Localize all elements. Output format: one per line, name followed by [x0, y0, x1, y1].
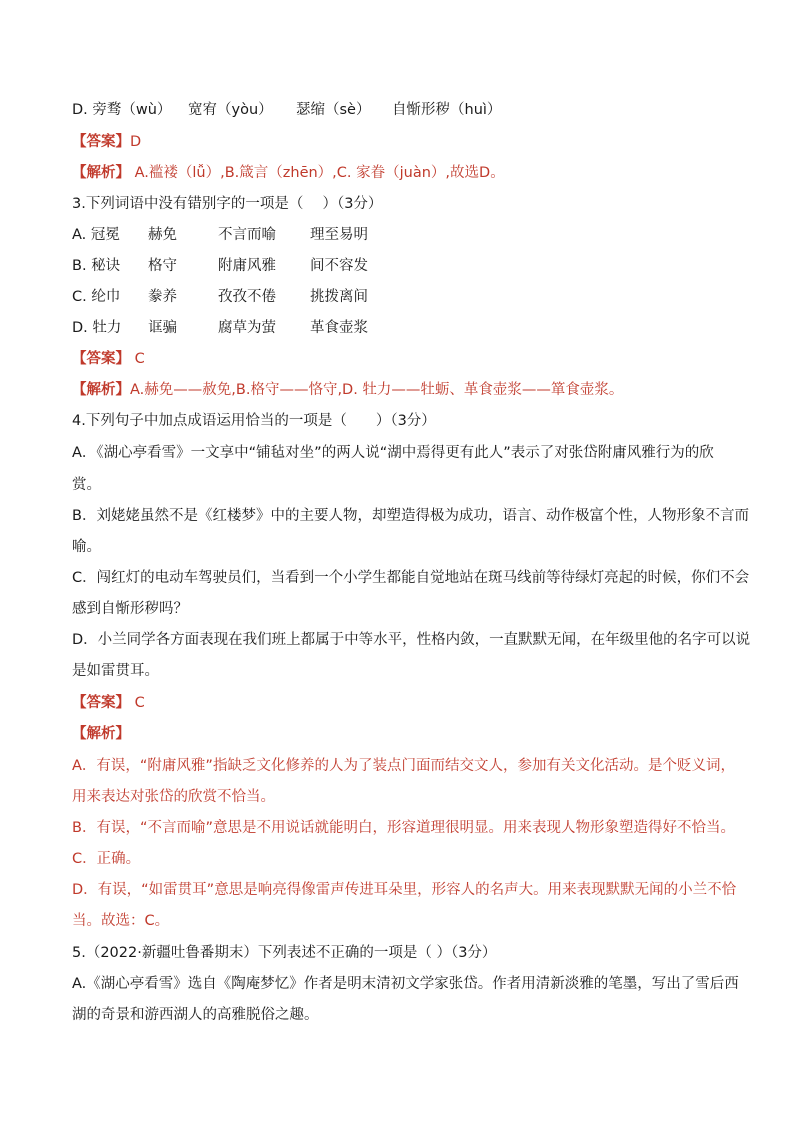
q4-analysis-a-line1: A．有误，“附庸风雅”指缺乏文化修养的人为了装点门面而结交文人，参加有关文化活动。是个贬义词，: [72, 758, 735, 774]
q4-option-c-line1: C．闯红灯的电动车驾驶员们，当看到一个小学生都能自觉地站在斑马线前等待绿灯亮起的时候，你们不会: [72, 570, 750, 586]
q3-option-b-label: B. 秘诀: [72, 258, 121, 274]
q4-analysis-d-line1: D．有误，“如雷贯耳”意思是响亮得像雷声传进耳朵里，形容人的名声大。用来表现默默无闻的小兰不恰: [72, 882, 737, 898]
answer-tag: 【答案】: [72, 134, 130, 150]
q4-option-b-line2: 喻。: [72, 539, 101, 555]
q4-analysis-b: B．有误，“不言而喻”意思是不用说话就能明白，形容道理很明显。用来表现人物形象塑造得好不恰当。: [72, 820, 735, 836]
q3-option-a-word4: 理至易明: [310, 227, 368, 243]
q3-option-c-word3: 孜孜不倦: [218, 289, 276, 305]
q4-option-a-line1: A．《湖心亭看雪》一文享中“铺毡对坐”的两人说“湖中焉得更有此人”表示了对张岱附庸风雅行为的欣: [72, 445, 714, 461]
answer-tag: 【答案】: [72, 351, 130, 367]
q3-option-d-word4: 革食壶浆: [310, 320, 368, 336]
q2-option-d-word4: 自惭形秽（huì）: [392, 102, 502, 118]
q3-stem: 3.下列词语中没有错别字的一项是（ ）（3分）: [72, 196, 383, 212]
q3-analysis-line: [72, 380, 623, 400]
analysis-text: A.赫免——赦免,B.格守——恪守,D. 牡力——牡蛎、革食壶浆——箪食壶浆。: [130, 382, 624, 398]
q4-analysis-a-line2: 用来表达对张岱的欣赏不恰当。: [72, 789, 275, 805]
q3-option-b-word3: 附庸风雅: [218, 258, 276, 274]
q4-analysis-c: C．正确。: [72, 851, 141, 867]
answer-value: C: [130, 351, 145, 367]
analysis-text: A.褴褛（lǚ）,B.箴言（zhēn）,C. 家眷（juàn）,故选D。: [130, 165, 505, 181]
q3-option-b-word2: 格守: [148, 258, 177, 274]
q3-option-b-word4: 间不容发: [310, 258, 368, 274]
q3-option-a-word3: 不言而喻: [218, 227, 276, 243]
analysis-tag: 【解析】: [72, 382, 130, 398]
answer-value: C: [130, 695, 145, 711]
q3-option-d-word2: 诓骗: [148, 320, 177, 336]
analysis-tag: 【解析】: [72, 165, 130, 181]
q3-option-d-word3: 腐草为萤: [218, 320, 276, 336]
q4-analysis-line: [72, 724, 130, 744]
q3-option-a-label: A. 冠冕: [72, 227, 120, 243]
q3-option-a-word2: 赫免: [148, 227, 177, 243]
q4-option-d-line1: D．小兰同学各方面表现在我们班上都属于中等水平，性格内敛，一直默默无闻，在年级里他的名字可以说: [72, 632, 751, 648]
answer-tag: 【答案】: [72, 695, 130, 711]
q2-option-d-word2: 宽宥（yòu）: [188, 102, 273, 118]
q5-stem: 5.（2022·新疆吐鲁番期末）下列表述不正确的一项是（ ）（3分）: [72, 945, 497, 961]
q4-option-a-line2: 赏。: [72, 477, 101, 493]
q4-analysis-d-line2: 当。故选：C。: [72, 913, 170, 929]
q4-option-d-line2: 是如雷贯耳。: [72, 663, 159, 679]
analysis-tag: 【解析】: [72, 726, 130, 742]
q3-option-d-label: D. 牡力: [72, 320, 122, 336]
q5-option-a-line1: A.《湖心亭看雪》选自《陶庵梦忆》作者是明末清初文学家张岱。作者用清新淡雅的笔墨，写出了雪后西: [72, 976, 739, 992]
q3-option-c-label: C. 纶巾: [72, 289, 121, 305]
q3-answer-line: [72, 349, 145, 369]
q3-option-c-word2: 豢养: [148, 289, 177, 305]
q5-option-a-line2: 湖的奇景和游西湖人的高雅脱俗之趣。: [72, 1007, 319, 1023]
q4-answer-line: [72, 693, 145, 713]
q3-option-c-word4: 挑拨离间: [310, 289, 368, 305]
q2-option-d-label: D. 旁骛（wù）: [72, 102, 172, 118]
answer-value: D: [130, 134, 142, 150]
q4-stem: 4.下列句子中加点成语运用恰当的一项是（ ）（3分）: [72, 413, 436, 429]
q2-option-d-word3: 瑟缩（sè）: [296, 102, 371, 118]
q2-answer-line: [72, 132, 141, 152]
q2-analysis-line: [72, 163, 505, 183]
q4-option-b-line1: B．刘姥姥虽然不是《红楼梦》中的主要人物，却塑造得极为成功，语言、动作极富个性，人物形象不言而: [72, 508, 749, 524]
q4-option-c-line2: 感到自惭形秽吗？: [72, 601, 188, 617]
